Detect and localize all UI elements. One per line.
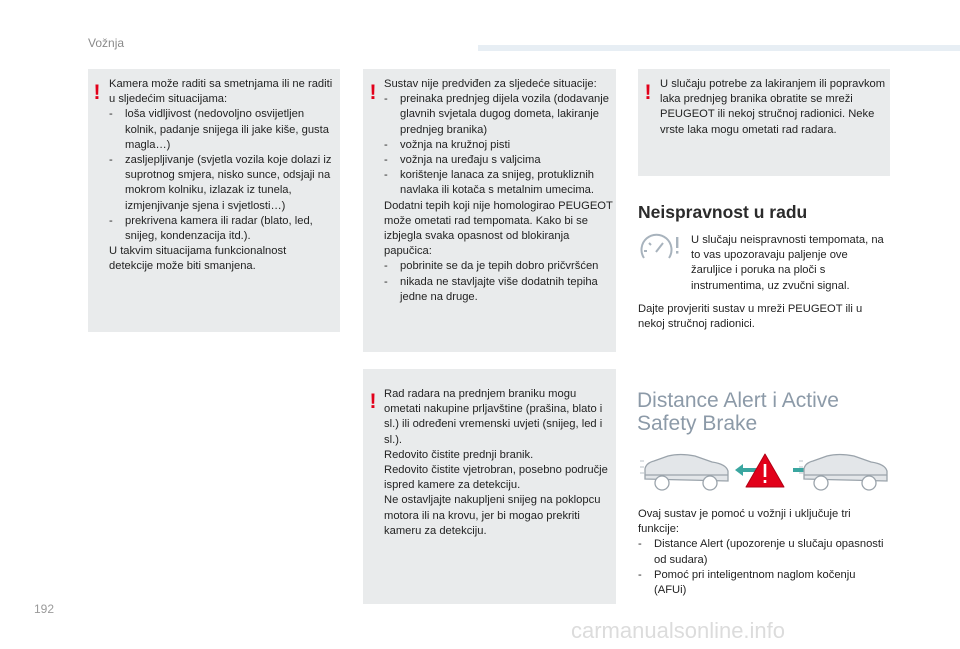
running-header: Vožnja <box>88 36 125 50</box>
warning-exclamation-icon: ! <box>93 81 101 104</box>
list-item: - vožnja na kružnoj pisti <box>384 138 614 153</box>
list-item: - zasljepljivanje (svjetla vozila koje dolazi iz suprotnog smjera, nisko sunce, odsjaji na mokrom kolniku, izlazak iz tunela, izmjenjivanje sjena i svjetlosti…) <box>109 153 333 214</box>
warning-exclamation-icon: ! <box>369 390 377 413</box>
title-line: Safety Brake <box>637 412 758 435</box>
title-line: Distance Alert i Active <box>637 389 839 412</box>
car-right-icon <box>804 455 887 491</box>
warning-exclamation-icon: ! <box>369 81 377 104</box>
distance-alert-text <box>638 507 888 598</box>
warning-exclamation-icon: ! <box>644 81 652 104</box>
camera-intro: Kamera može raditi sa smetnjama ili ne raditi u sljedećim situacijama: <box>109 78 333 106</box>
limitations-intro: Sustav nije predviđen za sljedeće situacije: <box>384 78 597 90</box>
camera-warning-text <box>109 77 333 275</box>
section-title-distance-alert <box>637 389 839 435</box>
watermark: carmanualsonline.info <box>571 618 786 643</box>
car-left-icon <box>645 455 728 491</box>
radar-text <box>384 387 610 539</box>
radar-line: Redovito čistite prednji branik. <box>384 448 534 461</box>
list-item: - preinaka prednjeg dijela vozila (dodavanje glavnih svjetala dugog dometa, lakiranje prednjeg branika) <box>384 92 614 138</box>
list-item: - Pomoć pri inteligentnom naglom kočenju (AFUi) <box>638 568 888 598</box>
limitations-text <box>384 77 614 305</box>
camera-outro: U takvim situacijama funkcionalnost detekcije može biti smanjena. <box>109 245 287 273</box>
radar-line: Rad radara na prednjem braniku mogu ometati nakupine prljavštine (prašina, blato i sl.) ili određeni vremenski uvjeti (snijeg, led i sl.). <box>384 388 603 446</box>
floor-mat-paragraph: Dodatni tepih koji nije homologirao PEUGEOT može ometati rad tempomata. Kako bi se izbjegla svaka opasnost od blokiranja papučica: <box>384 199 613 258</box>
radar-line: Ne ostavljajte nakupljeni snijeg na poklopcu motora ili na krovu, jer bi mogao prekriti kameru za detekciju. <box>384 494 601 537</box>
paint-warning-text: U slučaju potrebe za lakiranjem ili popravkom laka prednjeg branika obratite se mreži PEUGEOT ili nekoj stručnoj radionici. Neke vrste laka mogu ometati rad radara. <box>660 78 886 136</box>
list-item: - vožnja na uređaju s valjcima <box>384 153 614 168</box>
fault-paragraph: Dajte provjeriti sustav u mreži PEUGEOT ili u nekoj stručnoj radionici. <box>638 303 863 331</box>
list-item: - prekrivena kamera ili radar (blato, led, snijeg, kondenzacija itd.). <box>109 214 333 244</box>
list-item: - pobrinite se da je tepih dobro pričvršćen <box>384 259 614 274</box>
car-left-motion-lines <box>640 461 644 473</box>
section-title-fault: Neispravnost u radu <box>638 202 808 222</box>
header-bar <box>478 45 960 51</box>
cruise-control-fault-icon <box>636 231 684 265</box>
distance-alert-intro: Ovaj sustav je pomoć u vožnji i uključuje tri funkcije: <box>638 508 851 536</box>
list-item: - nikada ne stavljajte više dodatnih tepiha jedne na druge. <box>384 275 614 305</box>
fault-text: U slučaju neispravnosti tempomata, na to vas upozoravaju paljenje ove žaruljice i poruka na ploči s instrumentima, uz zvučni signal. <box>691 234 884 292</box>
distance-alert-illustration <box>640 449 890 495</box>
list-item: - loša vidljivost (nedovoljno osvijetljen kolnik, padanje snijega ili jake kiše, gusta magla…) <box>109 107 333 153</box>
list-item: - korištenje lanaca za snijeg, protukliznih navlaka ili kotača s metalnim umecima. <box>384 168 614 198</box>
radar-line: Redovito čistite vjetrobran, posebno područje ispred kamere za detekciju. <box>384 464 608 492</box>
list-item: - Distance Alert (upozorenje u slučaju opasnosti od sudara) <box>638 537 888 567</box>
page-number: 192 <box>34 602 55 616</box>
